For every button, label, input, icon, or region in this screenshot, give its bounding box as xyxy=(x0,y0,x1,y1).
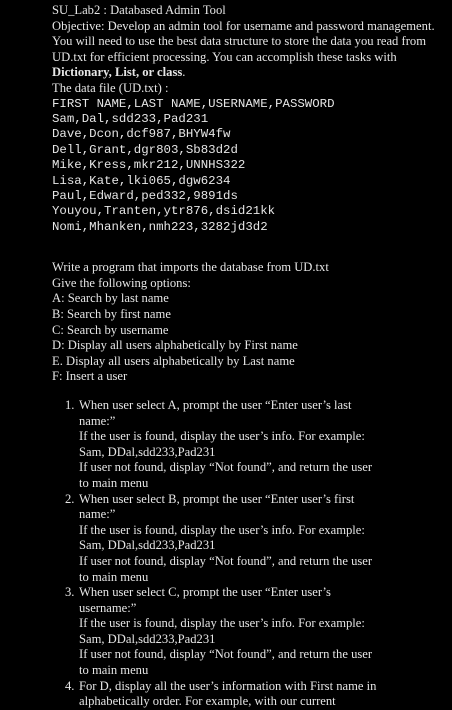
data-line: Youyou,Tranten,ytr876,dsid21kk xyxy=(52,204,276,219)
spacer xyxy=(52,385,444,398)
task-number: 1. xyxy=(65,397,75,412)
task-item xyxy=(65,491,444,586)
option-line: B: Search by first name xyxy=(52,307,171,321)
data-file-label: The data file (UD.txt) : xyxy=(52,80,169,95)
instruction-line: Write a program that imports the database from UD.txt xyxy=(52,260,329,275)
option-line: C: Search by username xyxy=(52,322,169,337)
data-line: Paul,Edward,ped332,9891ds xyxy=(52,189,238,203)
data-line: Lisa,Kate,lki065,dgw6234 xyxy=(52,173,231,188)
option-line: E. Display all users alphabetically by Last name xyxy=(52,353,295,368)
task-line: If the user is found, display the user’s info. For example: xyxy=(79,429,365,444)
task-item xyxy=(65,397,444,492)
task-line: username:” xyxy=(79,600,137,615)
task-line: When user select A, prompt the user “Enter user’s last xyxy=(79,397,352,412)
task-number: 3. xyxy=(65,585,75,600)
task-line: Sam, DDal,sdd233,Pad231 xyxy=(79,631,216,646)
task-number: 2. xyxy=(65,491,75,506)
task-line: If user not found, display “Not found”, and return the user xyxy=(79,553,373,568)
option-line: A: Search by last name xyxy=(52,291,169,306)
task-line: to main menu xyxy=(79,569,149,584)
data-file-listing xyxy=(52,97,444,236)
task-line: If user not found, display “Not found”, and return the user xyxy=(79,647,373,662)
task-line: If the user is found, display the user’s info. For example: xyxy=(79,522,365,537)
task-line: to main menu xyxy=(79,663,149,678)
objective-paragraph xyxy=(52,19,444,81)
data-line: Dave,Dcon,dcf987,BHYW4fw xyxy=(52,127,231,142)
document-title: SU_Lab2 : Databased Admin Tool xyxy=(52,3,226,17)
data-line: FIRST NAME,LAST NAME,USERNAME,PASSWORD xyxy=(52,96,335,111)
task-line: Sam, DDal,sdd233,Pad231 xyxy=(79,538,216,553)
task-line: For D, display all the user’s information with First name in xyxy=(79,678,377,693)
task-line: name:” xyxy=(79,413,116,428)
objective-bold-text: Dictionary, List, or class xyxy=(52,65,183,80)
data-line: Dell,Grant,dgr803,Sb83d2d xyxy=(52,142,238,157)
objective-text-end: . xyxy=(182,65,186,80)
data-line: Nomi,Mhanken,nmh223,3282jd3d2 xyxy=(52,219,268,234)
task-line: If user not found, display “Not found”, and return the user xyxy=(79,460,373,475)
task-item xyxy=(65,585,444,679)
option-line: F: Insert a user xyxy=(52,369,128,384)
task-line: to main menu xyxy=(79,475,149,490)
task-list xyxy=(52,398,444,710)
objective-text: Objective: Develop an admin tool for username and password management. You will need to use the best data structure to store the data you read from UD.txt for efficient processing. You can accomplish these tasks with xyxy=(52,18,435,64)
task-number: 4. xyxy=(65,678,75,693)
task-line: Sam, DDal,sdd233,Pad231 xyxy=(79,444,216,459)
data-line: Sam,Dal,sdd233,Pad231 xyxy=(52,111,209,126)
task-line: When user select C, prompt the user “Enter user’s xyxy=(79,585,331,600)
task-item xyxy=(65,678,444,710)
task-line: alphabetically order. For example, with our current xyxy=(79,694,336,709)
task-line: When user select B, prompt the user “Enter user’s first xyxy=(79,491,355,506)
task-line: name:” xyxy=(79,507,116,522)
option-line: D: Display all users alphabetically by First name xyxy=(52,338,298,353)
data-line: Mike,Kress,mkr212,UNNHS322 xyxy=(52,158,246,173)
task-line: If the user is found, display the user’s info. For example: xyxy=(79,616,365,631)
instructions-block xyxy=(52,260,444,385)
spacer xyxy=(52,235,444,260)
instruction-line: Give the following options: xyxy=(52,275,191,290)
